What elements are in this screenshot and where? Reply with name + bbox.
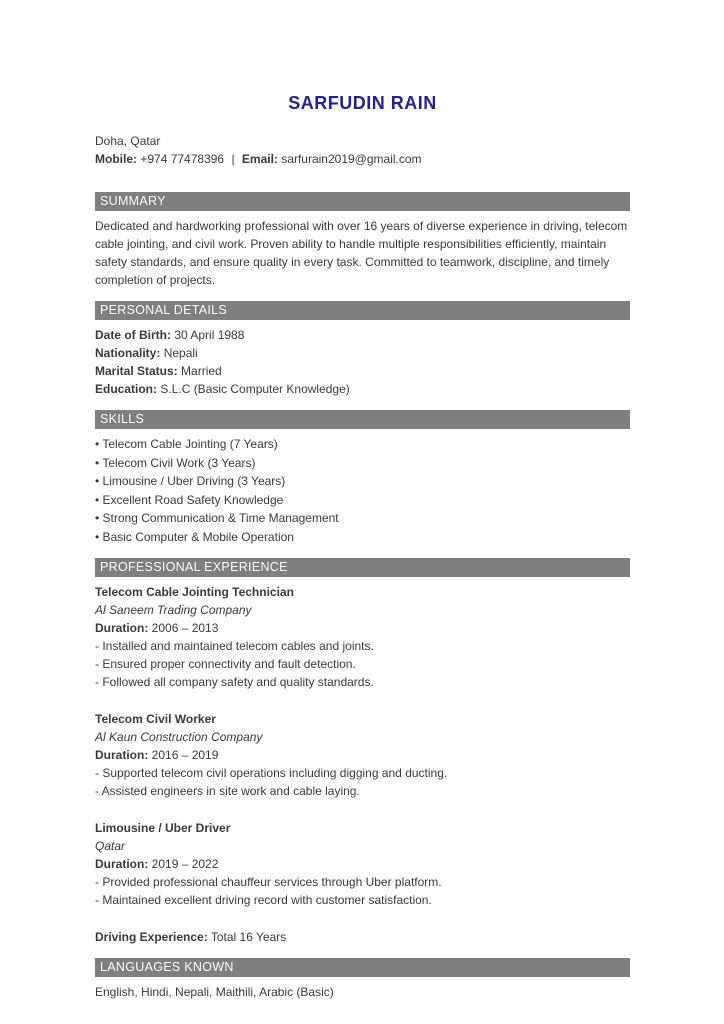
detail-label: Nationality: <box>95 346 161 360</box>
email-value: sarfurain2019@gmail.com <box>281 152 422 166</box>
job-bullet: - Installed and maintained telecom cables and joints. <box>95 639 374 653</box>
detail-value: S.L.C (Basic Computer Knowledge) <box>160 382 350 396</box>
job-bullet: - Assisted engineers in site work and cable laying. <box>95 784 360 798</box>
skill-item: • Limousine / Uber Driving (3 Years) <box>95 474 286 488</box>
skill-item: • Basic Computer & Mobile Operation <box>95 529 294 544</box>
job-duration <box>95 855 630 873</box>
mobile-value: +974 77478396 <box>140 152 225 166</box>
duration-label: Duration: <box>95 857 149 871</box>
skill-item: • Telecom Cable Jointing (7 Years) <box>95 437 278 451</box>
job-bullet: - Provided professional chauffeur services through Uber platform. <box>95 875 442 889</box>
contact-block <box>95 132 630 168</box>
job-entry-telecom-civil-worker <box>95 710 630 800</box>
personal-details-list <box>95 326 630 398</box>
duration-label: Duration: <box>95 748 149 762</box>
job-company: Al Saneem Trading Company <box>95 603 252 617</box>
driving-experience-label: Driving Experience: <box>95 930 208 944</box>
skill-item: • Strong Communication & Time Management <box>95 511 339 525</box>
duration-label: Duration: <box>95 621 149 635</box>
job-title: Limousine / Uber Driver <box>95 821 231 835</box>
detail-value: Married <box>181 364 222 378</box>
contact-location: Doha, Qatar <box>95 134 161 148</box>
contact-line <box>95 150 630 168</box>
duration-value: 2019 – 2022 <box>151 857 219 871</box>
section-header-skills: SKILLS <box>95 410 630 429</box>
driving-experience-line <box>95 928 630 946</box>
job-entry-telecom-cable-jointing <box>95 583 630 691</box>
job-title: Telecom Cable Jointing Technician <box>95 585 294 599</box>
detail-label: Date of Birth: <box>95 328 171 342</box>
section-header-personal-details: PERSONAL DETAILS <box>95 301 630 320</box>
job-bullet: - Supported telecom civil operations including digging and ducting. <box>95 766 448 780</box>
job-bullet: - Followed all company safety and quality standards. <box>95 675 374 689</box>
job-entry-limousine-uber-driver <box>95 819 630 909</box>
detail-row-education <box>95 380 630 398</box>
detail-row-dob <box>95 326 630 344</box>
job-company: Al Kaun Construction Company <box>95 730 263 744</box>
detail-label: Education: <box>95 382 157 396</box>
job-duration <box>95 746 630 764</box>
skill-item: • Excellent Road Safety Knowledge <box>95 492 284 507</box>
detail-row-nationality <box>95 344 630 362</box>
section-header-summary: SUMMARY <box>95 192 630 211</box>
skill-item: • Telecom Civil Work (3 Years) <box>95 455 256 470</box>
duration-value: 2016 – 2019 <box>151 748 219 762</box>
summary-text: Dedicated and hardworking professional with over 16 years of diverse experience in driving, telecom cable jointing, and civil work. Proven ability to handle multiple responsibilities efficiently, maintain safety standards, and ensure quality in every task. Committed to teamwork, discipline, and timely completion of projects. <box>95 219 628 287</box>
section-header-languages-known: LANGUAGES KNOWN <box>95 958 630 977</box>
detail-value: 30 April 1988 <box>174 328 245 342</box>
job-company: Qatar <box>95 839 126 853</box>
duration-value: 2006 – 2013 <box>151 621 219 635</box>
skills-list <box>95 435 630 546</box>
contact-separator: | <box>231 152 235 166</box>
job-bullet: - Maintained excellent driving record with customer satisfaction. <box>95 893 432 907</box>
job-title: Telecom Civil Worker <box>95 712 216 726</box>
driving-experience-value: Total 16 Years <box>210 930 287 944</box>
section-header-professional-experience: PROFESSIONAL EXPERIENCE <box>95 558 630 577</box>
detail-row-marital-status <box>95 362 630 380</box>
email-label: Email: <box>241 152 278 166</box>
languages-text: English, Hindi, Nepali, Maithili, Arabic (Basic) <box>95 985 334 999</box>
mobile-label: Mobile: <box>95 152 137 166</box>
detail-label: Marital Status: <box>95 364 178 378</box>
job-duration <box>95 619 630 637</box>
page-title: SARFUDIN RAIN <box>288 93 437 113</box>
detail-value: Nepali <box>163 346 198 360</box>
job-bullet: - Ensured proper connectivity and fault detection. <box>95 657 356 671</box>
